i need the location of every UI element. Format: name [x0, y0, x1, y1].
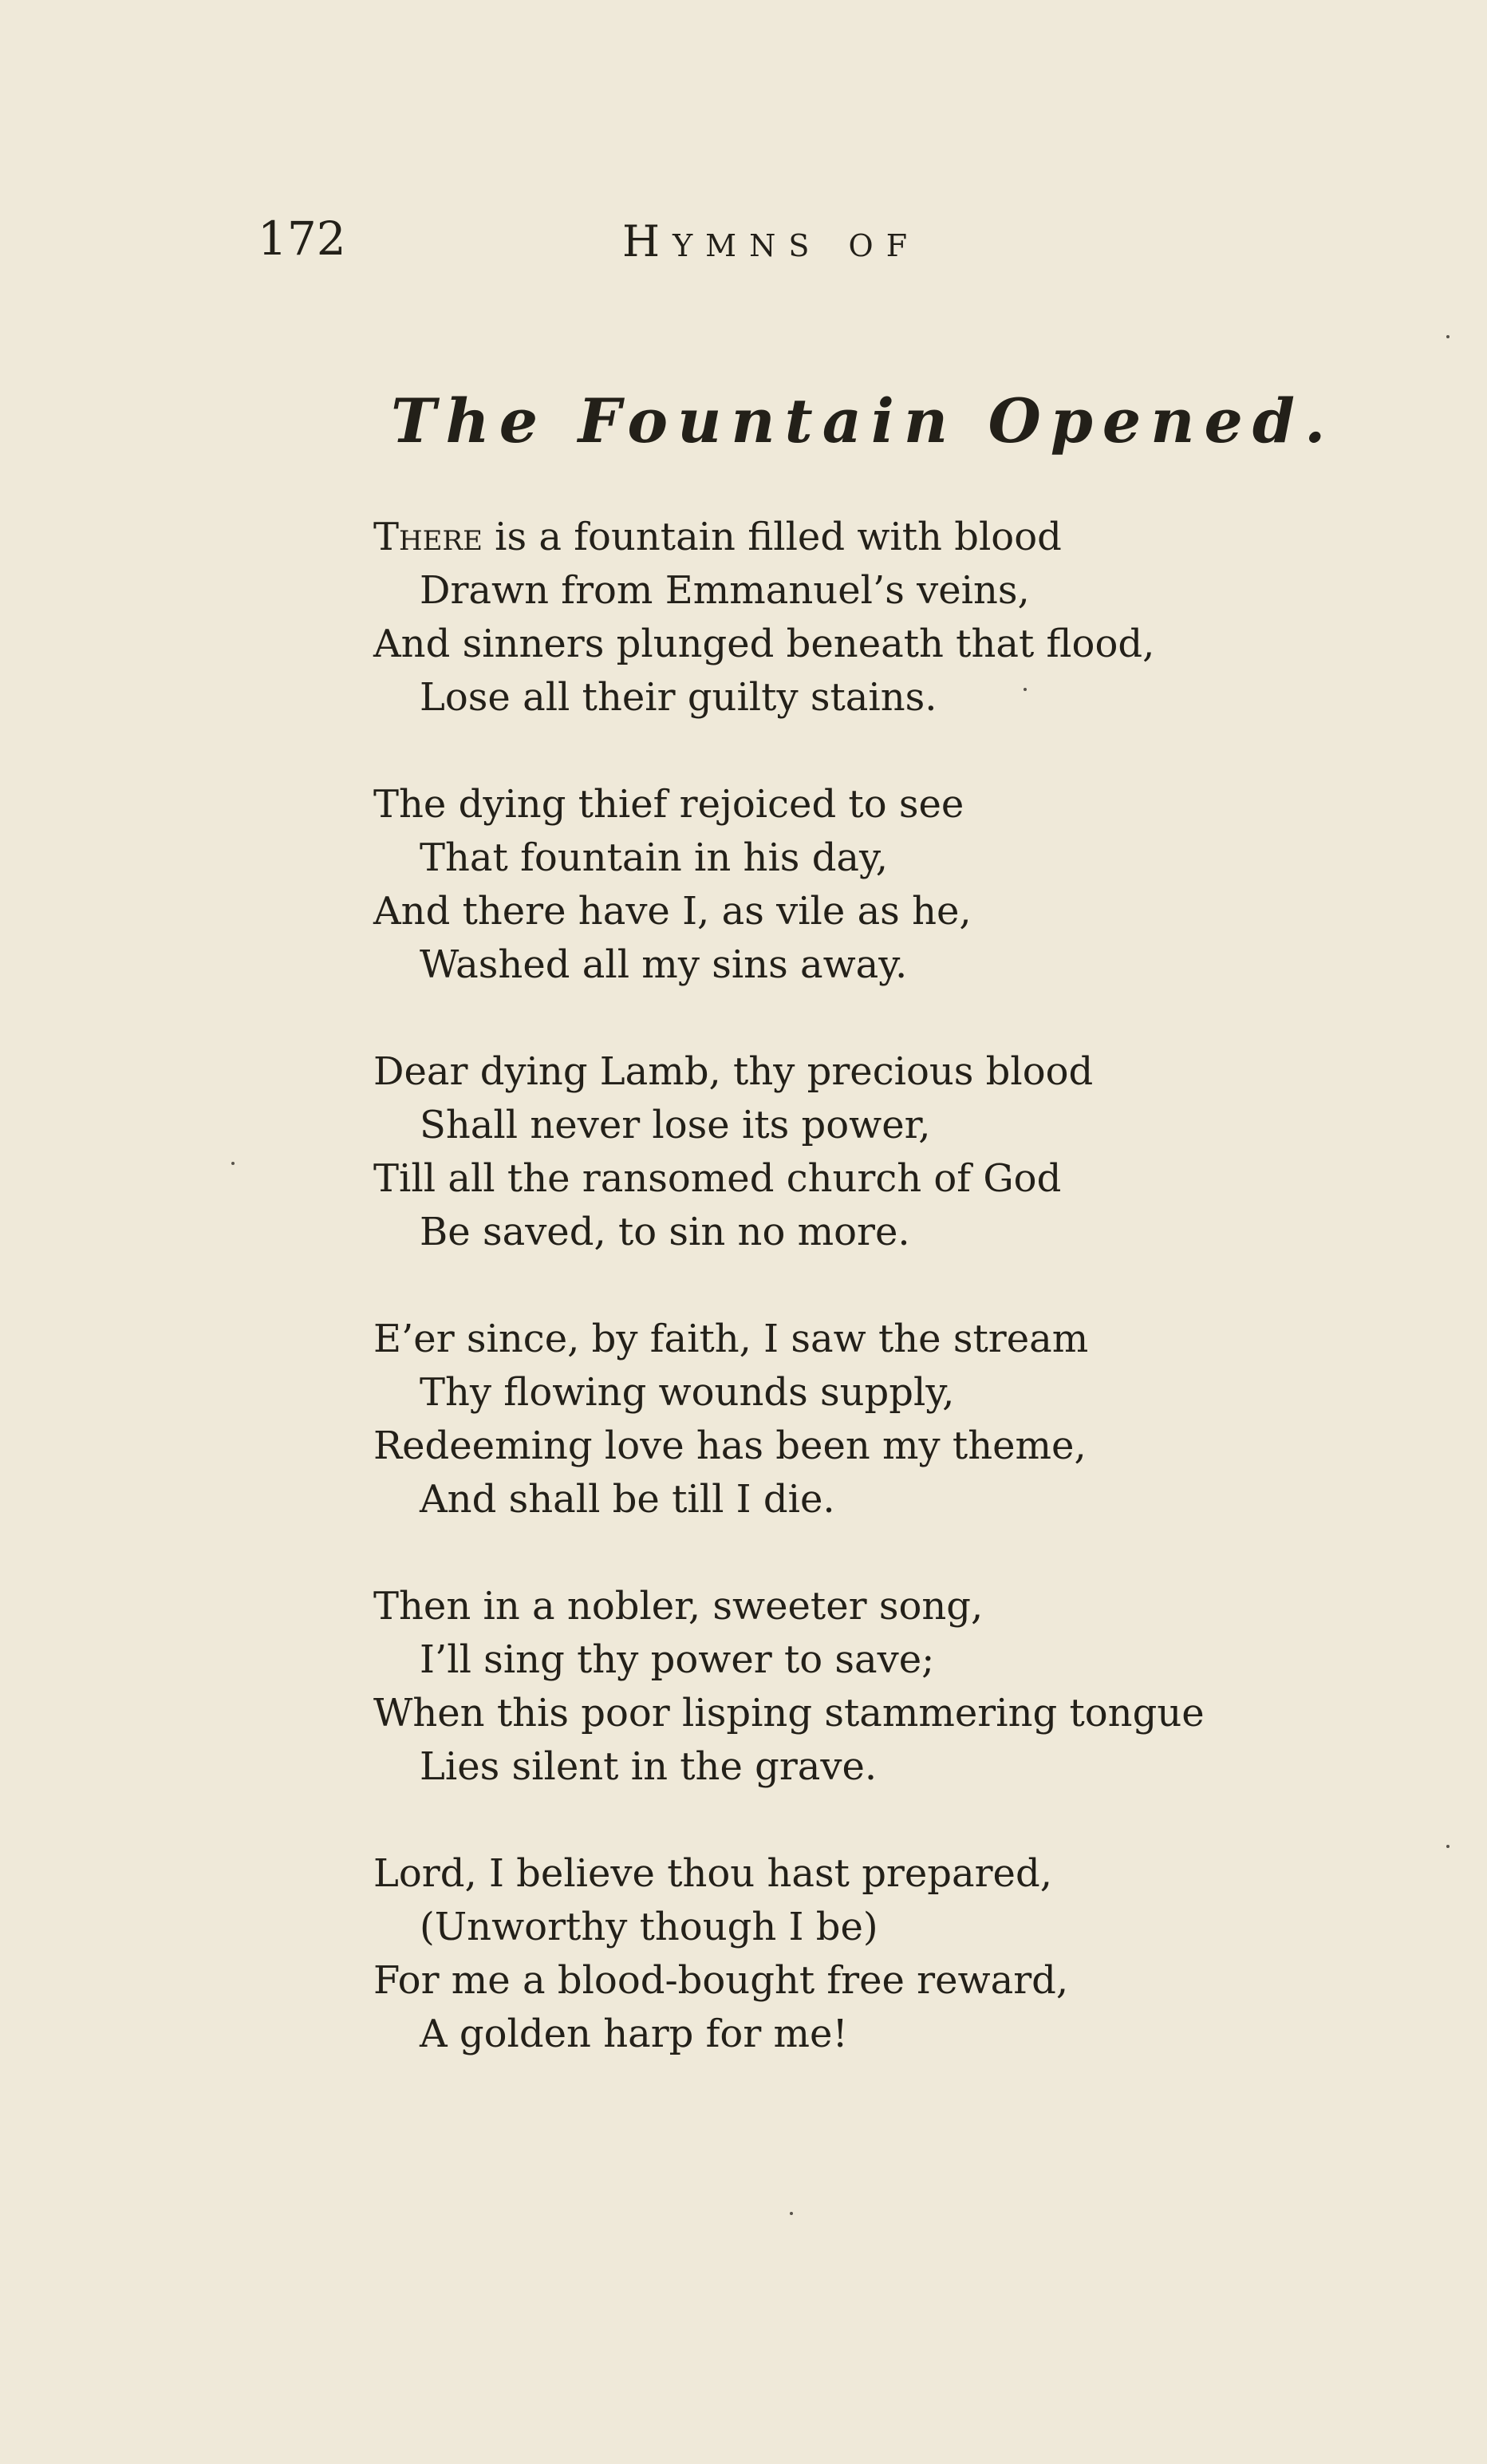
verse-line: And sinners plunged beneath that flood, — [373, 622, 1155, 666]
verse-line: Lord, I believe thou hast prepared, — [373, 1851, 1052, 1896]
stanza-6 — [373, 1847, 1371, 2061]
verse-line: Lies silent in the grave. — [420, 1744, 878, 1789]
verse-line: (Unworthy though I be) — [420, 1905, 878, 1949]
paper-speck — [1446, 335, 1450, 338]
verse-line: Thy flowing wounds supply, — [420, 1370, 955, 1415]
hymn-title: The Fountain Opened. — [391, 385, 1335, 456]
verse-line-text: is a fountain filled with blood — [482, 515, 1062, 559]
stanza-5 — [373, 1580, 1371, 1794]
verse-line: The dying thief rejoiced to see — [373, 782, 964, 827]
hymn-body — [373, 511, 1371, 2115]
verse-line: Be saved, to sin no more. — [420, 1210, 910, 1254]
stanza-1 — [373, 511, 1371, 725]
stanza-3 — [373, 1045, 1371, 1259]
verse-line: E’er since, by faith, I saw the stream — [373, 1317, 1089, 1361]
verse-line: And there have I, as vile as he, — [373, 889, 972, 934]
verse-line: Lose all their guilty stains. — [420, 675, 937, 720]
stanza-4 — [373, 1313, 1371, 1526]
verse-line: Drawn from Emmanuel’s veins, — [420, 568, 1030, 613]
verse-line: For me a blood-bought free reward, — [373, 1958, 1069, 2003]
verse-line: Shall never lose its power, — [420, 1103, 931, 1147]
verse-line: A golden harp for me! — [420, 2012, 848, 2056]
verse-line: When this poor lisping stammering tongue — [373, 1691, 1205, 1735]
verse-line: Till all the ransomed church of God — [373, 1156, 1062, 1201]
running-head: Hymns of — [622, 216, 921, 267]
verse-line: That fountain in his day, — [420, 835, 889, 880]
verse-line: I’ll sing thy power to save; — [420, 1637, 935, 1682]
page-number: 172 — [258, 211, 346, 266]
verse-line: Redeeming love has been my theme, — [373, 1424, 1087, 1468]
stanza-2 — [373, 778, 1371, 992]
paper-speck — [1024, 688, 1027, 691]
verse-line — [373, 511, 1371, 564]
paper-speck — [1446, 1845, 1450, 1848]
verse-line: And shall be till I die. — [420, 1477, 835, 1522]
verse-line: Washed all my sins away. — [420, 942, 908, 987]
verse-line: Then in a nobler, sweeter song, — [373, 1584, 984, 1629]
paper-speck — [790, 2212, 793, 2215]
verse-line: Dear dying Lamb, thy precious blood — [373, 1049, 1094, 1094]
paper-speck — [231, 1162, 235, 1165]
first-word: There — [373, 515, 483, 559]
